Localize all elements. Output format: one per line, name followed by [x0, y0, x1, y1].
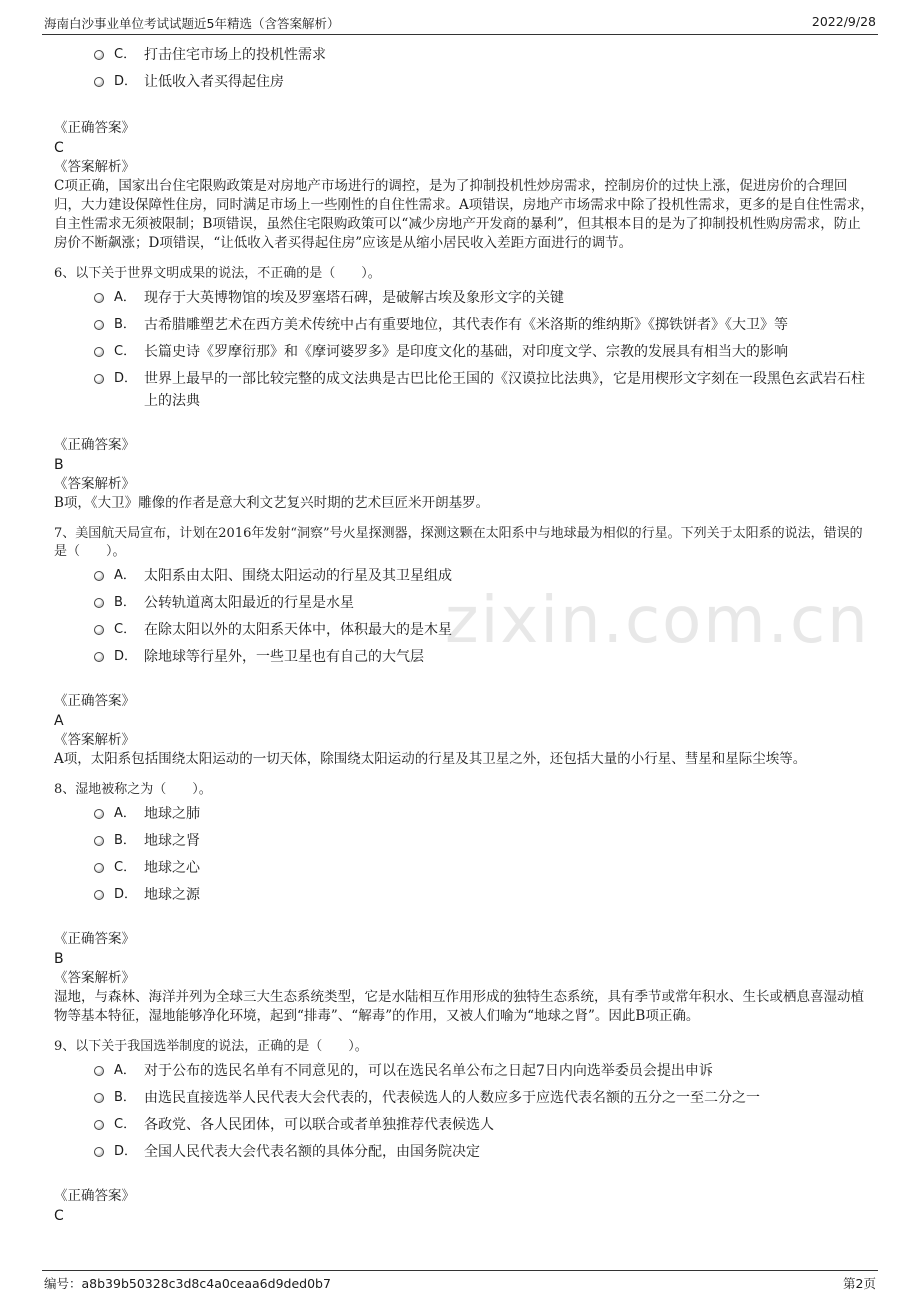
option-text: 世界上最早的一部比较完整的成文法典是古巴比伦王国的《汉谟拉比法典》，它是用楔形文字刻在一段黑色玄武岩石柱上的法典 — [144, 371, 865, 409]
answer-label: 《正确答案》 — [54, 437, 135, 453]
option-text: 在除太阳以外的太阳系天体中，体积最大的是木星 — [144, 622, 452, 638]
option-text: 长篇史诗《罗摩衍那》和《摩诃婆罗多》是印度文化的基础，对印度文学、宗教的发展具有相当大的影响 — [144, 344, 788, 360]
q6-option-c[interactable]: C． 长篇史诗《罗摩衍那》和《摩诃婆罗多》是印度文化的基础，对印度文学、宗教的发展具有相当大的影响 — [94, 341, 874, 363]
q5-options — [94, 44, 874, 93]
q7-options — [94, 565, 874, 668]
option-text: 地球之源 — [144, 887, 200, 903]
q5-option-d[interactable]: D． 让低收入者买得起住房 — [94, 71, 874, 93]
radio-icon[interactable] — [94, 77, 104, 87]
q7-option-c[interactable]: C． 在除太阳以外的太阳系天体中，体积最大的是木星 — [94, 619, 874, 641]
q9-option-b[interactable]: B． 由选民直接选举人民代表大会代表的，代表候选人的人数应多于应选代表名额的五分之一至二分之一 — [94, 1087, 874, 1109]
answer-label: 《正确答案》 — [54, 120, 135, 136]
q8-option-a[interactable]: A． 地球之肺 — [94, 803, 874, 825]
option-text: 公转轨道离太阳最近的行星是水星 — [144, 595, 354, 611]
answer-label: 《正确答案》 — [54, 693, 135, 709]
q9-options — [94, 1060, 874, 1163]
radio-icon[interactable] — [94, 50, 104, 60]
option-text: 让低收入者买得起住房 — [144, 74, 284, 90]
page-number: 第2页 — [843, 1276, 876, 1291]
question-stem: 7、美国航天局宣布，计划在2016年发射“洞察”号火星探测器，探测这颗在太阳系中与地球最为相似的行星。下列关于太阳系的说法，错误的是（ ）。 — [54, 526, 863, 559]
q7-option-b[interactable]: B． 公转轨道离太阳最近的行星是水星 — [94, 592, 874, 614]
explain-text: A项，太阳系包括围绕太阳运动的一切天体，除围绕太阳运动的行星及其卫星之外，还包括大量的小行星、彗星和星际尘埃等。 — [54, 751, 807, 767]
q8-option-d[interactable]: D． 地球之源 — [94, 884, 874, 906]
document-date: 2022/9/28 — [811, 14, 876, 29]
radio-icon[interactable] — [94, 1120, 104, 1130]
radio-icon[interactable] — [94, 1093, 104, 1103]
page-footer — [42, 1270, 878, 1295]
radio-icon[interactable] — [94, 293, 104, 303]
answer-value: B — [54, 951, 64, 967]
document-body — [54, 44, 874, 1226]
answer-label: 《正确答案》 — [54, 931, 135, 947]
option-text: 古希腊雕塑艺术在西方美术传统中占有重要地位，其代表作有《米洛斯的维纳斯》《掷铁饼者》《大卫》等 — [144, 317, 788, 333]
document-code: 编号：a8b39b50328c3d8c4a0ceaa6d9ded0b7 — [44, 1276, 331, 1291]
radio-icon[interactable] — [94, 836, 104, 846]
question-stem: 6、以下关于世界文明成果的说法，不正确的是（ ）。 — [54, 266, 381, 281]
answer-label: 《正确答案》 — [54, 1188, 135, 1204]
q8-option-c[interactable]: C． 地球之心 — [94, 857, 874, 879]
option-text: 打击住宅市场上的投机性需求 — [144, 47, 326, 63]
question-stem: 9、以下关于我国选举制度的说法，正确的是（ ）。 — [54, 1039, 368, 1054]
q6-option-d[interactable]: D． 世界上最早的一部比较完整的成文法典是古巴比伦王国的《汉谟拉比法典》，它是用楔形文字刻在一段黑色玄武岩石柱上的法典 — [94, 368, 874, 412]
option-text: 全国人民代表大会代表名额的具体分配，由国务院决定 — [144, 1144, 480, 1160]
option-text: 太阳系由太阳、围绕太阳运动的行星及其卫星组成 — [144, 568, 452, 584]
q9-option-d[interactable]: D． 全国人民代表大会代表名额的具体分配，由国务院决定 — [94, 1141, 874, 1163]
q5-option-c[interactable]: C． 打击住宅市场上的投机性需求 — [94, 44, 874, 66]
radio-icon[interactable] — [94, 571, 104, 581]
q9-option-c[interactable]: C． 各政党、各人民团体，可以联合或者单独推荐代表候选人 — [94, 1114, 874, 1136]
document-title: 海南白沙事业单位考试试题近5年精选（含答案解析） — [44, 16, 340, 31]
radio-icon[interactable] — [94, 1147, 104, 1157]
option-text: 除地球等行星外，一些卫星也有自己的大气层 — [144, 649, 424, 665]
q6-options — [94, 287, 874, 412]
option-text: 由选民直接选举人民代表大会代表的，代表候选人的人数应多于应选代表名额的五分之一至二分之一 — [144, 1090, 760, 1106]
option-text: 各政党、各人民团体，可以联合或者单独推荐代表候选人 — [144, 1117, 494, 1133]
explain-label: 《答案解析》 — [54, 476, 135, 492]
radio-icon[interactable] — [94, 863, 104, 873]
radio-icon[interactable] — [94, 1066, 104, 1076]
explain-text: 湿地，与森林、海洋并列为全球三大生态系统类型，它是水陆相互作用形成的独特生态系统，具有季节或常年积水、生长或栖息喜湿动植物等基本特征，湿地能够净化环境，起到“排毒”、“解毒”的作用，又被人们喻为“地球之肾”。因此B项正确。 — [54, 989, 864, 1024]
explain-label: 《答案解析》 — [54, 159, 135, 175]
answer-value: C — [54, 1208, 64, 1224]
explain-text: C项正确，国家出台住宅限购政策是对房地产市场进行的调控，是为了抑制投机性炒房需求，控制房价的过快上涨，促进房价的合理回归，大力建设保障性住房，同时满足市场上一些刚性的自住性需求。A项错误，房地产市场需求中除了投机性需求，更多的是自住性需求，自主性需求无须被限制；B项错误，虽然住宅限购政策可以“减少房地产开发商的暴利”，但其根本目的是为了抑制投机性购房需求，防止房价不断飙涨；D项错误，“让低收入者买得起住房”应该是从缩小居民收入差距方面进行的调节。 — [54, 178, 874, 251]
radio-icon[interactable] — [94, 374, 104, 384]
q8-option-b[interactable]: B． 地球之肾 — [94, 830, 874, 852]
q6-option-b[interactable]: B． 古希腊雕塑艺术在西方美术传统中占有重要地位，其代表作有《米洛斯的维纳斯》《掷铁饼者》《大卫》等 — [94, 314, 874, 336]
page-header — [42, 12, 878, 35]
option-text: 对于公布的选民名单有不同意见的，可以在选民名单公布之日起7日内向选举委员会提出申诉 — [144, 1063, 713, 1079]
radio-icon[interactable] — [94, 598, 104, 608]
explain-label: 《答案解析》 — [54, 970, 135, 986]
answer-value: B — [54, 457, 64, 473]
answer-value: C — [54, 140, 64, 156]
answer-value: A — [54, 713, 64, 729]
radio-icon[interactable] — [94, 347, 104, 357]
watermark: zixin.com.cn — [445, 584, 870, 658]
q7-option-d[interactable]: D． 除地球等行星外，一些卫星也有自己的大气层 — [94, 646, 874, 668]
radio-icon[interactable] — [94, 625, 104, 635]
radio-icon[interactable] — [94, 320, 104, 330]
radio-icon[interactable] — [94, 809, 104, 819]
q8-options — [94, 803, 874, 906]
q6-option-a[interactable]: A． 现存于大英博物馆的埃及罗塞塔石碑，是破解古埃及象形文字的关键 — [94, 287, 874, 309]
option-text: 现存于大英博物馆的埃及罗塞塔石碑，是破解古埃及象形文字的关键 — [144, 290, 564, 306]
explain-label: 《答案解析》 — [54, 732, 135, 748]
q7-option-a[interactable]: A． 太阳系由太阳、围绕太阳运动的行星及其卫星组成 — [94, 565, 874, 587]
radio-icon[interactable] — [94, 652, 104, 662]
question-stem: 8、湿地被称之为（ ）。 — [54, 782, 212, 797]
option-text: 地球之肺 — [144, 806, 200, 822]
option-text: 地球之心 — [144, 860, 200, 876]
radio-icon[interactable] — [94, 890, 104, 900]
option-text: 地球之肾 — [144, 833, 200, 849]
explain-text: B项，《大卫》雕像的作者是意大利文艺复兴时期的艺术巨匠米开朗基罗。 — [54, 495, 490, 511]
q9-option-a[interactable]: A． 对于公布的选民名单有不同意见的，可以在选民名单公布之日起7日内向选举委员会提出申诉 — [94, 1060, 874, 1082]
